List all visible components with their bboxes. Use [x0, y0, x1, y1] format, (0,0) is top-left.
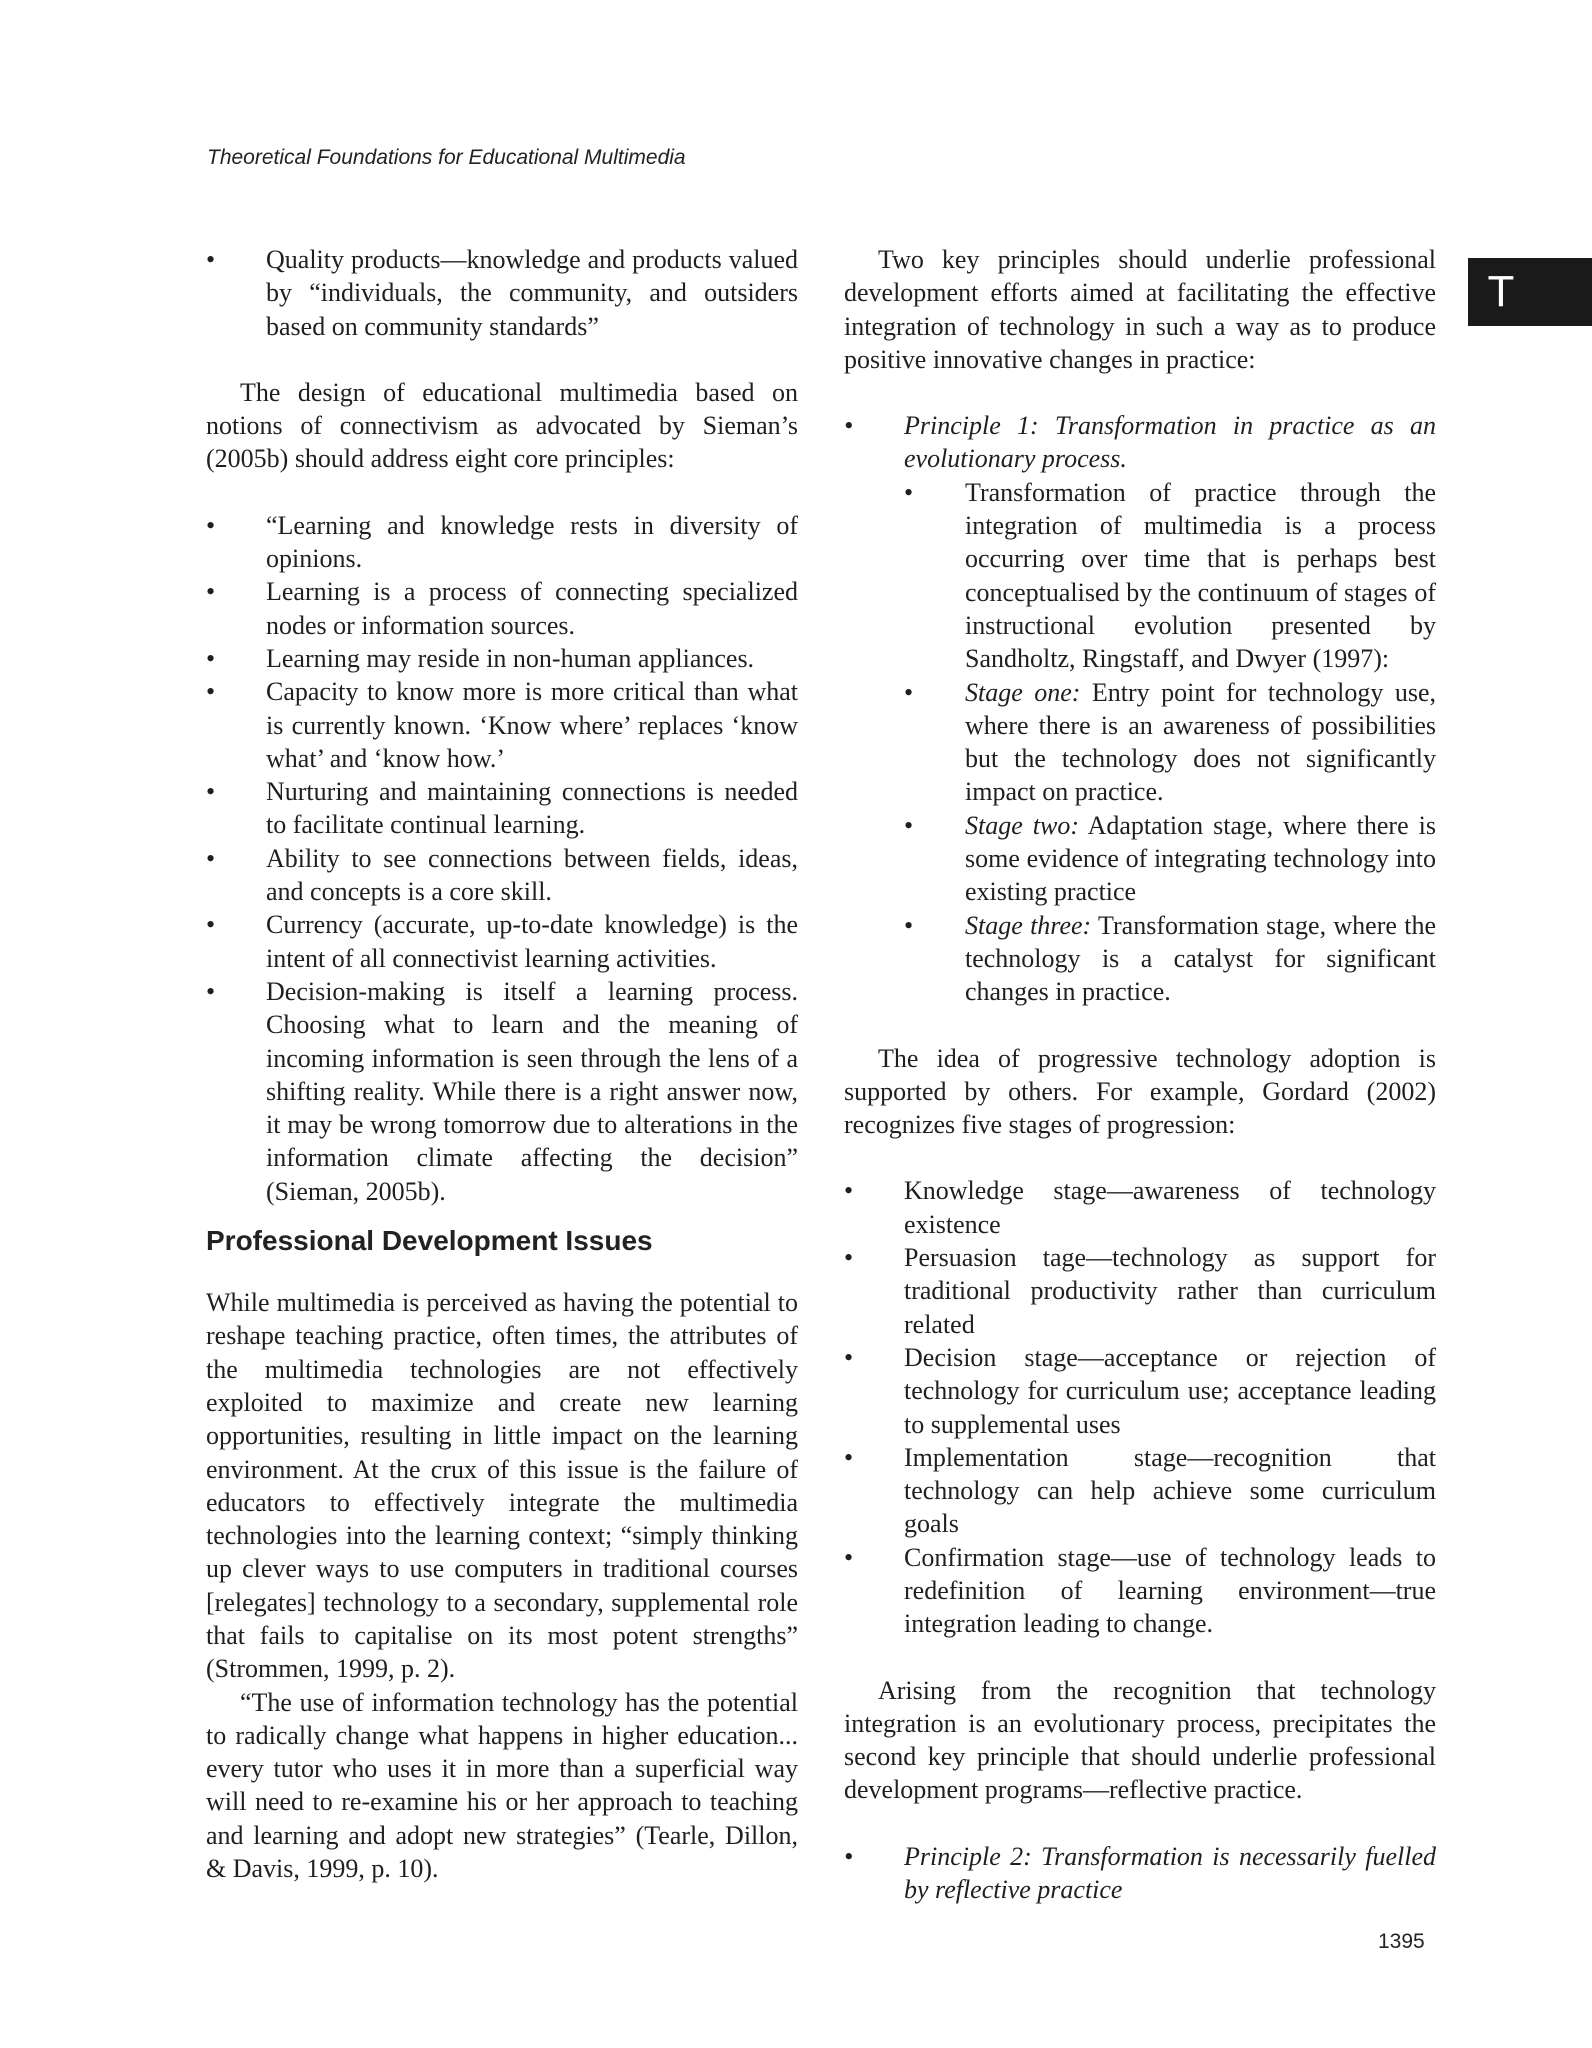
list-item: • Decision stage—acceptance or rejection of technology for curriculum use; acceptance leading to supplemental uses [844, 1341, 1436, 1441]
list-item: • Quality products—knowledge and products valued by “individuals, the community, and outsiders based on community standards” [206, 243, 798, 343]
list-item: • “Learning and knowledge rests in diversity of opinions. [206, 509, 798, 576]
list-item [904, 676, 1436, 809]
paragraph: Arising from the recognition that technology integration is an evolutionary process, precipitates the second key principle that should underlie professional development programs—reflective practice. [844, 1675, 1436, 1805]
paragraph: The design of educational multimedia based on notions of connectivism as advocated by Sieman’s (2005b) should address eight core principles: [206, 377, 798, 474]
list-item: • Nurturing and maintaining connections is needed to facilitate continual learning. [206, 775, 798, 842]
list-item: • Learning may reside in non-human appliances. [206, 642, 798, 675]
list-item: • Learning is a process of connecting specialized nodes or information sources. [206, 575, 798, 642]
sub-item-text: Transformation of practice through the integration of multimedia is a process occurring over time that is perhaps best conceptualised by the continuum of stages of instructional evolution presented by Sandholtz, Ringstaff, and Dwyer (1997): [965, 477, 1436, 674]
list-item: • Decision-making is itself a learning process. Choosing what to learn and the meaning of incoming information is seen through the lens of a shifting reality. While there is a right answer now, it may be wrong tomorrow due to alterations in the information climate affecting the decision” (Sieman, 2005b). [206, 975, 798, 1208]
page-number: 1395 [1378, 1930, 1425, 1953]
paragraph: The idea of progressive technology adoption is supported by others. For example, Gordard (2002) recognizes five stages of progression: [844, 1043, 1436, 1140]
principle-2: • Principle 2: Transformation is necessarily fuelled by reflective practice [844, 1840, 1436, 1907]
list-item: • Confirmation stage—use of technology leads to redefinition of learning environment—true integration leading to change. [844, 1541, 1436, 1641]
list-item [904, 909, 1436, 1009]
list-item [904, 809, 1436, 909]
list-item: • Knowledge stage—awareness of technology existence [844, 1174, 1436, 1241]
paragraph: Two key principles should underlie professional development efforts aimed at facilitating the effective integration of technology in such a way as to produce positive innovative changes in practice: [844, 245, 1436, 374]
stage-label: Stage one: [965, 677, 1081, 707]
list-item [904, 476, 1436, 676]
list-item: • Capacity to know more is more critical than what is currently known. ‘Know where’ replaces ‘know what’ and ‘know how.’ [206, 675, 798, 775]
principles-list [206, 509, 798, 1208]
section-tab [1468, 258, 1592, 326]
paragraph: “The use of information technology has the potential to radically change what happens in higher education... every tutor who uses it in more than a superficial way will need to re-examine his or her approach to teaching and learning and adopt new strategies” (Tearle, Dillon, & Davis, 1999, p. 10). [206, 1687, 798, 1884]
right-column [844, 243, 1436, 1906]
sub-item-text: Adaptation stage, where there is some evidence of integrating technology into existing practice [965, 810, 1436, 907]
principle-1-text: Principle 1: Transformation in practice as an evolutionary process. [904, 411, 1436, 474]
sub-item-text: Entry point for technology use, where there is an awareness of possibilities but the technology does not significantly impact on practice. [965, 677, 1436, 807]
sub-item-text: Transformation stage, where the technology is a catalyst for significant changes in practice. [965, 910, 1436, 1007]
principle1-sublist [904, 476, 1436, 1009]
paragraph: While multimedia is perceived as having the potential to reshape teaching practice, often times, the attributes of the multimedia technologies are not effectively exploited to maximize and create new learning opportunities, resulting in little impact on the learning environment. At the crux of this issue is the failure of educators to effectively integrate the multimedia technologies into the learning context; “simply thinking up clever ways to use computers in traditional courses [relegates] technology to a secondary, supplemental role that fails to capitalise on its most potent strengths” (Strommen, 1999, p. 2). [206, 1288, 798, 1684]
list-item: • Persuasion tage—technology as support for traditional productivity rather than curriculum related [844, 1241, 1436, 1341]
stage-label: Stage three: [965, 910, 1092, 940]
stages-list [844, 1174, 1436, 1640]
stage-label: Stage two: [965, 810, 1080, 840]
section-tab-letter: T [1487, 267, 1515, 316]
running-header: Theoretical Foundations for Educational Multimedia [207, 146, 686, 169]
section-heading: Professional Development Issues [206, 1225, 653, 1257]
principle1-list [844, 409, 1436, 1008]
list-item: • Implementation stage—recognition that technology can help achieve some curriculum goals [844, 1441, 1436, 1541]
principle2-list [844, 1840, 1436, 1907]
left-column [206, 243, 798, 1885]
top-bullet-list [206, 243, 798, 343]
list-item: • Ability to see connections between fields, ideas, and concepts is a core skill. [206, 842, 798, 909]
list-item: • Currency (accurate, up-to-date knowledge) is the intent of all connectivist learning activities. [206, 908, 798, 975]
principle-1 [844, 409, 1436, 1008]
